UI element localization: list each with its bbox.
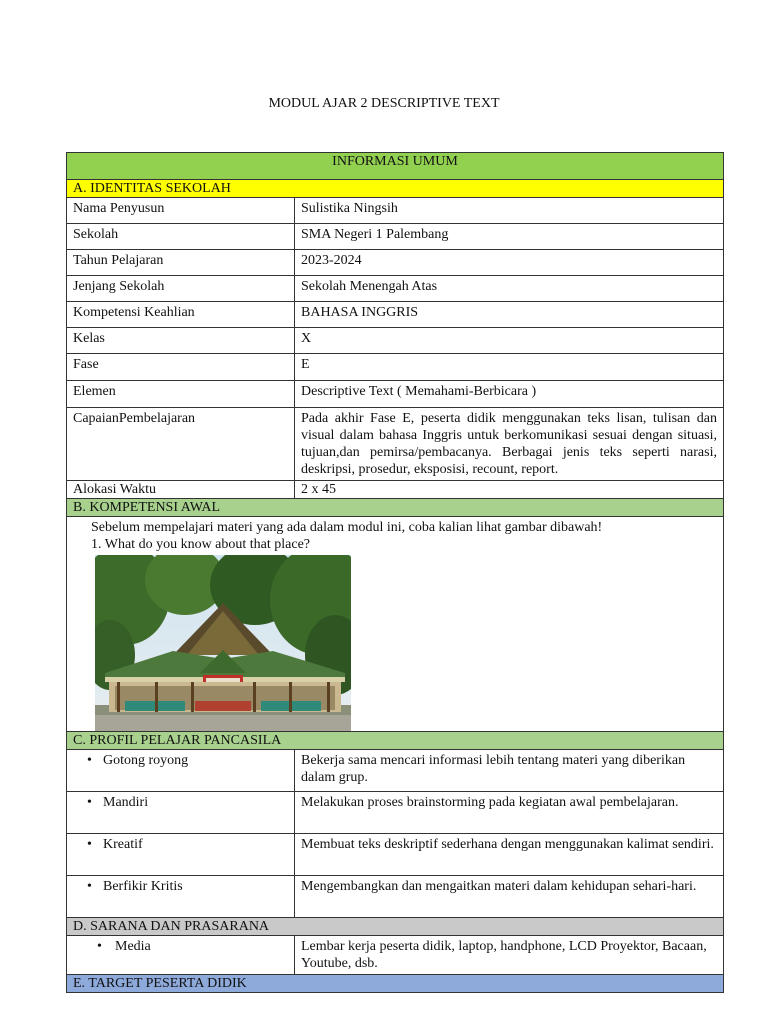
bullet-icon: • xyxy=(87,795,92,810)
table-row xyxy=(67,481,724,499)
table-row xyxy=(67,408,724,481)
row-label: Mandiri xyxy=(103,795,149,810)
section-e-title: E. TARGET PESERTA DIDIK xyxy=(67,975,724,993)
profile-item xyxy=(67,876,295,918)
section-e-row xyxy=(67,975,724,993)
section-b-content xyxy=(67,517,724,732)
row-value: Mengembangkan dan mengaitkan materi dalam kehidupan sehari-hari. xyxy=(295,876,724,918)
table-row xyxy=(67,876,724,918)
table-row xyxy=(67,792,724,834)
section-d-title: D. SARANA DAN PRASARANA xyxy=(67,918,724,936)
row-label: Fase xyxy=(67,354,295,381)
row-value: 2023-2024 xyxy=(295,250,724,276)
profile-item xyxy=(67,792,295,834)
row-value: Pada akhir Fase E, peserta didik menggunakan teks lisan, tulisan dan visual dalam bahasa Inggris untuk berkomunikasi sesuai dengan situasi, tujuan,dan pemirsa/pembacanya. Berbagai jenis teks seperti narasi, deskripsi, prosedur, eksposisi, recount, report. xyxy=(295,408,724,481)
row-label: Sekolah xyxy=(67,224,295,250)
profile-item xyxy=(67,750,295,792)
table-row xyxy=(67,276,724,302)
table-header-row xyxy=(67,153,724,180)
row-value: Bekerja sama mencari informasi lebih tentang materi yang diberikan dalam grup. xyxy=(295,750,724,792)
row-label: CapaianPembelajaran xyxy=(67,408,295,481)
section-b-content-row xyxy=(67,517,724,732)
row-value: Sekolah Menengah Atas xyxy=(295,276,724,302)
row-label: Berfikir Kritis xyxy=(103,879,183,894)
traditional-house-photo xyxy=(95,555,351,731)
row-label: Kompetensi Keahlian xyxy=(67,302,295,328)
table-row xyxy=(67,354,724,381)
table-row xyxy=(67,834,724,876)
row-label: Elemen xyxy=(67,381,295,408)
table-header: INFORMASI UMUM xyxy=(67,153,724,180)
row-value: SMA Negeri 1 Palembang xyxy=(295,224,724,250)
section-b-title: B. KOMPETENSI AWAL xyxy=(67,499,724,517)
table-row xyxy=(67,198,724,224)
row-value: Membuat teks deskriptif sederhana dengan menggunakan kalimat sendiri. xyxy=(295,834,724,876)
row-value: Lembar kerja peserta didik, laptop, handphone, LCD Proyektor, Bacaan, Youtube, dsb. xyxy=(295,936,724,975)
row-label: Media xyxy=(115,939,151,954)
section-b-intro: Sebelum mempelajari materi yang ada dalam modul ini, coba kalian lihat gambar dibawah! xyxy=(91,520,603,535)
row-value: Melakukan proses brainstorming pada kegiatan awal pembelajaran. xyxy=(295,792,724,834)
document-title: MODUL AJAR 2 DESCRIPTIVE TEXT xyxy=(268,96,500,111)
row-value: Descriptive Text ( Memahami-Berbicara ) xyxy=(295,381,724,408)
row-value: X xyxy=(295,328,724,354)
row-value: 2 x 45 xyxy=(295,481,724,499)
bullet-icon: • xyxy=(87,879,92,894)
section-c-title: C. PROFIL PELAJAR PANCASILA xyxy=(67,732,724,750)
row-value: Sulistika Ningsih xyxy=(295,198,724,224)
module-info-table xyxy=(66,152,724,993)
row-label: Alokasi Waktu xyxy=(67,481,295,499)
table-row xyxy=(67,224,724,250)
row-label: Kreatif xyxy=(103,837,143,852)
table-row xyxy=(67,381,724,408)
table-row xyxy=(67,302,724,328)
bullet-icon: • xyxy=(87,837,92,852)
section-b-question: 1. What do you know about that place? xyxy=(91,537,311,552)
row-label: Tahun Pelajaran xyxy=(67,250,295,276)
table-row xyxy=(67,936,724,975)
section-a-row xyxy=(67,180,724,198)
row-label: Gotong royong xyxy=(103,753,189,768)
profile-item xyxy=(67,834,295,876)
table-row xyxy=(67,328,724,354)
row-value: BAHASA INGGRIS xyxy=(295,302,724,328)
row-label: Kelas xyxy=(67,328,295,354)
section-a-title: A. IDENTITAS SEKOLAH xyxy=(67,180,724,198)
table-row xyxy=(67,250,724,276)
bullet-icon: • xyxy=(87,753,92,768)
section-b-row xyxy=(67,499,724,517)
row-label: Nama Penyusun xyxy=(67,198,295,224)
row-value: E xyxy=(295,354,724,381)
sarana-item xyxy=(67,936,295,975)
section-c-row xyxy=(67,732,724,750)
row-label: Jenjang Sekolah xyxy=(67,276,295,302)
bullet-icon: • xyxy=(97,939,102,954)
table-row xyxy=(67,750,724,792)
section-d-row xyxy=(67,918,724,936)
